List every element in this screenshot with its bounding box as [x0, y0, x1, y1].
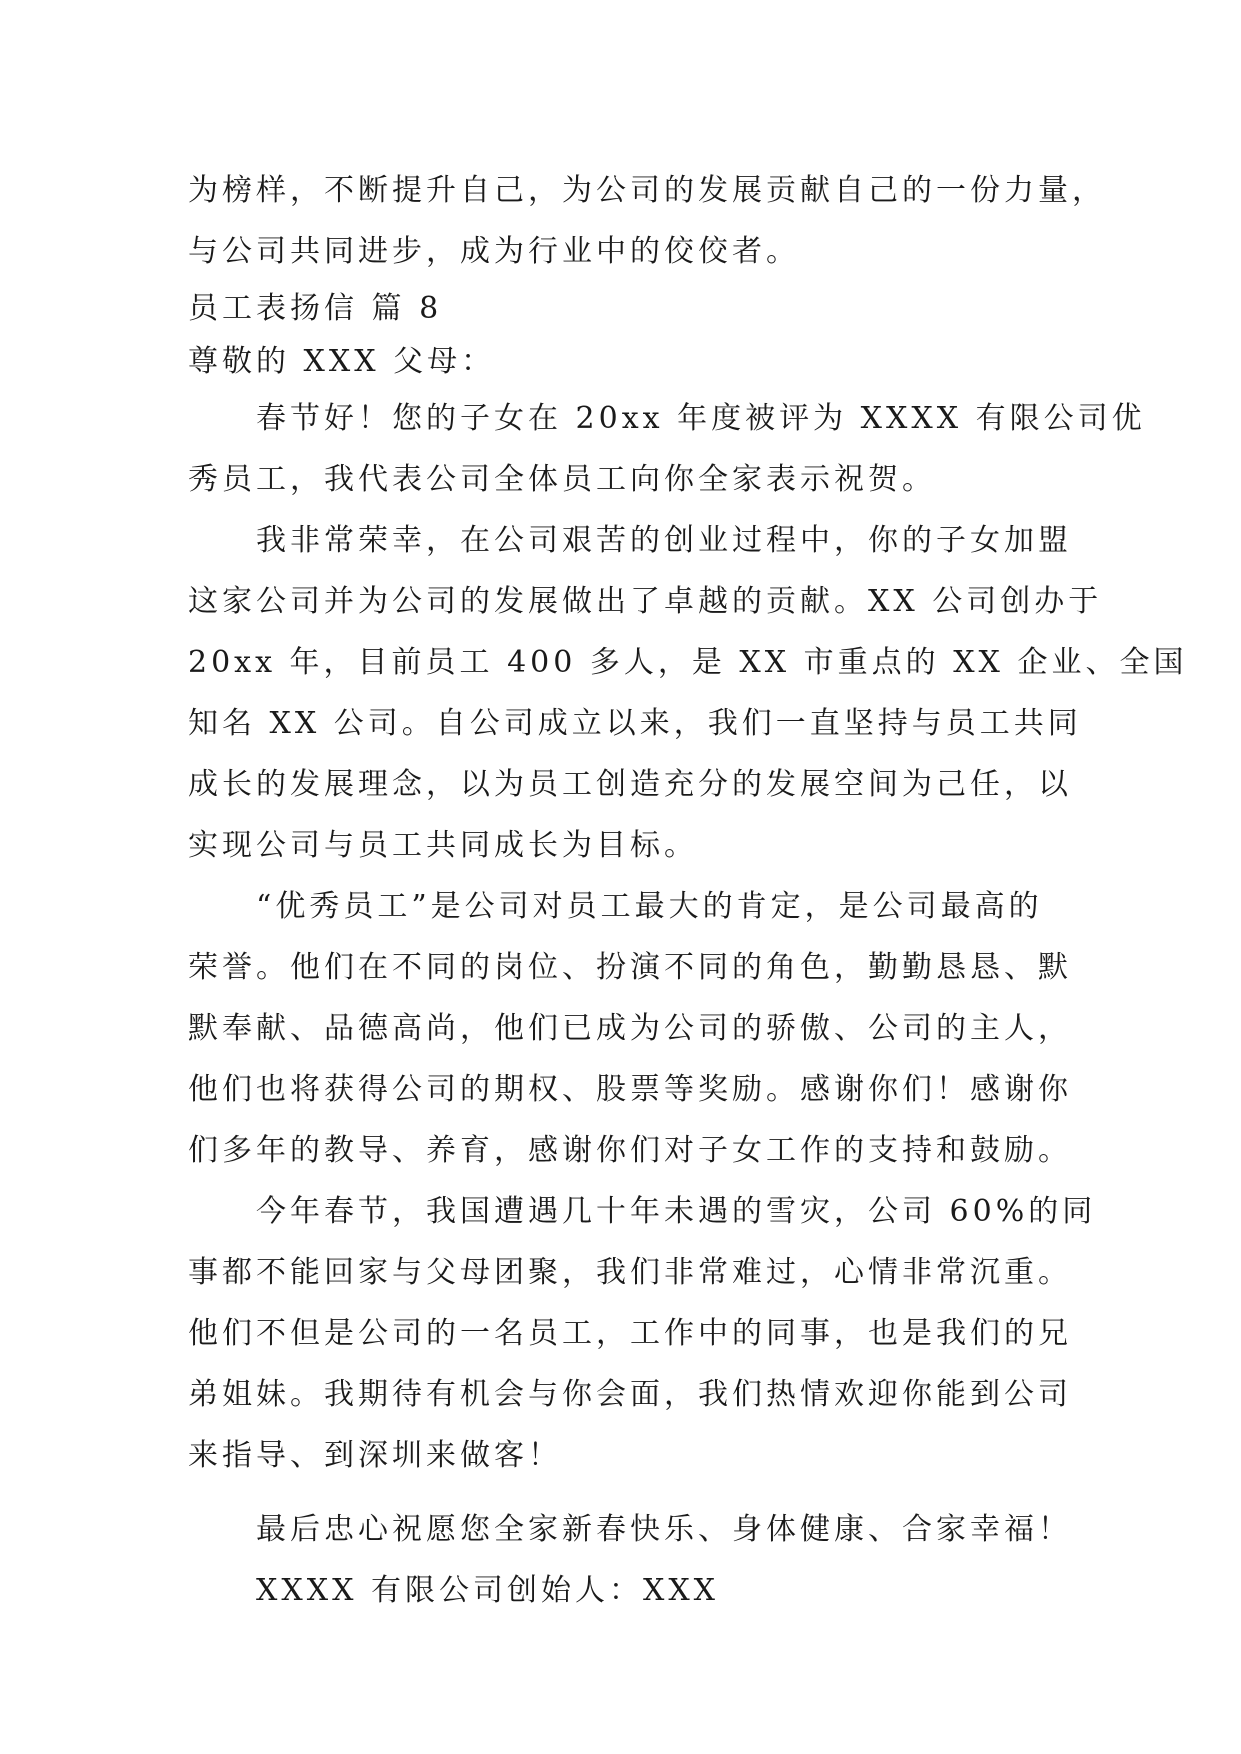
paragraph-4-line: 今年春节，我国遭遇几十年未遇的雪灾，公司 60%的同	[256, 1194, 1097, 1229]
paragraph-3	[188, 876, 1072, 1181]
paragraph-4	[188, 1181, 1097, 1486]
paragraph-2-line: 20xx 年，目前员工 400 多人，是 XX 市重点的 XX 企业、全国	[188, 645, 1188, 680]
paragraph-4-line: 来指导、到深圳来做客！	[188, 1438, 562, 1473]
paragraph-1-line: 秀员工，我代表公司全体员工向你全家表示祝贺。	[188, 462, 936, 497]
paragraph-4-line: 弟姐妹。我期待有机会与你会面，我们热情欢迎你能到公司	[188, 1377, 1072, 1412]
prev-closing-line-2: 与公司共同进步，成为行业中的佼佼者。	[188, 234, 800, 269]
paragraph-4-line: 事都不能回家与父母团聚，我们非常难过，心情非常沉重。	[188, 1255, 1072, 1290]
salutation: 尊敬的 XXX 父母：	[188, 344, 496, 379]
paragraph-2-line: 成长的发展理念，以为员工创造充分的发展空间为己任，以	[188, 767, 1072, 802]
paragraph-3-line: 荣誉。他们在不同的岗位、扮演不同的角色，勤勤恳恳、默	[188, 950, 1072, 985]
document-page	[188, 160, 1188, 1621]
paragraph-1	[188, 388, 1146, 510]
paragraph-3-line: 们多年的教导、养育，感谢你们对子女工作的支持和鼓励。	[188, 1133, 1072, 1168]
paragraph-2-line: 知名 XX 公司。自公司成立以来，我们一直坚持与员工共同	[188, 706, 1082, 741]
section-title: 员工表扬信 篇 8	[188, 291, 443, 326]
paragraph-2	[188, 510, 1188, 876]
paragraph-2-line: 我非常荣幸，在公司艰苦的创业过程中，你的子女加盟	[256, 523, 1072, 558]
paragraph-4-line: 他们不但是公司的一名员工，工作中的同事，也是我们的兄	[188, 1316, 1072, 1351]
paragraph-1-line: 春节好！您的子女在 20xx 年度被评为 XXXX 有限公司优	[256, 401, 1146, 436]
paragraph-3-line: 他们也将获得公司的期权、股票等奖励。感谢你们！感谢你	[188, 1072, 1072, 1107]
closing-wish: 最后忠心祝愿您全家新春快乐、身体健康、合家幸福！	[256, 1512, 1072, 1547]
paragraph-3-line: 默奉献、品德高尚，他们已成为公司的骄傲、公司的主人，	[188, 1011, 1072, 1046]
paragraph-2-line: 实现公司与员工共同成长为目标。	[188, 828, 698, 863]
paragraph-2-line: 这家公司并为公司的发展做出了卓越的贡献。XX 公司创办于	[188, 584, 1103, 619]
signature: XXXX 有限公司创始人：XXX	[256, 1573, 720, 1608]
paragraph-3-line: “优秀员工”是公司对员工最大的肯定，是公司最高的	[256, 889, 1043, 924]
prev-closing-line-1: 为榜样，不断提升自己，为公司的发展贡献自己的一份力量，	[188, 173, 1106, 208]
